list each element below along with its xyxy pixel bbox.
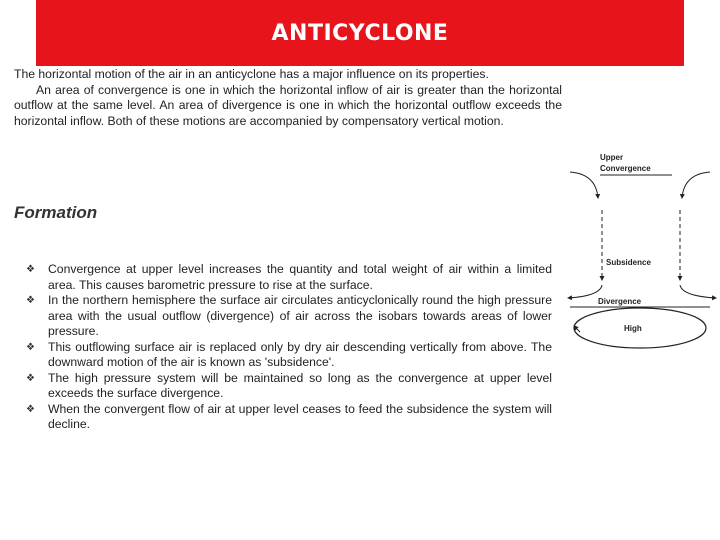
- formation-list: [26, 262, 552, 433]
- diagram-high-label: High: [624, 324, 642, 333]
- right-inflow-arrow: [682, 172, 710, 198]
- list-item: ❖ The high pressure system will be maintained so long as the convergence at upper level exceeds the surface divergence.: [26, 370, 552, 400]
- diagram-divergence-label: Divergence: [598, 297, 642, 306]
- list-item: ❖ Convergence at upper level increases the quantity and total weight of air within a limited area. This causes barometric pressure to rise at the surface.: [26, 262, 552, 292]
- diamond-bullet-icon: ❖: [26, 295, 35, 306]
- list-item: ❖ In the northern hemisphere the surface air circulates anticyclonically round the high pressure area with the usual outflow (divergence) of air across the isobars towards areas of lower pressure.: [26, 293, 552, 338]
- page-title: ANTICYCLONE: [271, 20, 449, 46]
- diagram-upper-label: Upper: [600, 153, 624, 162]
- intro-text: [14, 67, 562, 129]
- title-banner: [36, 0, 684, 66]
- diamond-bullet-icon: ❖: [26, 372, 35, 384]
- diagram-convergence-label: Convergence: [600, 164, 651, 173]
- diamond-bullet-icon: ❖: [26, 264, 35, 275]
- left-outflow-arrow: [568, 285, 602, 298]
- formation-heading: Formation: [14, 203, 98, 222]
- right-outflow-arrow: [680, 285, 716, 298]
- list-item: ❖ When the convergent flow of air at upper level ceases to feed the subsidence the system will decline.: [26, 401, 552, 431]
- intro-paragraph-2: An area of convergence is one in which the horizontal inflow of air is greater than the horizontal outflow at the same level. An area of divergence is one in which the horizontal outflow exceeds the horizontal inflow. Both of these motions are accompanied by compensatory vertical motion.: [14, 82, 562, 128]
- diamond-bullet-icon: ❖: [26, 341, 35, 353]
- list-item: ❖ This outflowing surface air is replaced only by dry air descending vertically from above. The downward motion of the air is known as 'subsidence'.: [26, 339, 552, 369]
- diagram-subsidence-label: Subsidence: [606, 258, 651, 267]
- left-inflow-arrow: [570, 172, 598, 198]
- intro-paragraph-1: The horizontal motion of the air in an anticyclone has a major influence on its properties.: [14, 67, 489, 81]
- diamond-bullet-icon: ❖: [26, 403, 35, 415]
- anticyclone-diagram: [560, 140, 720, 365]
